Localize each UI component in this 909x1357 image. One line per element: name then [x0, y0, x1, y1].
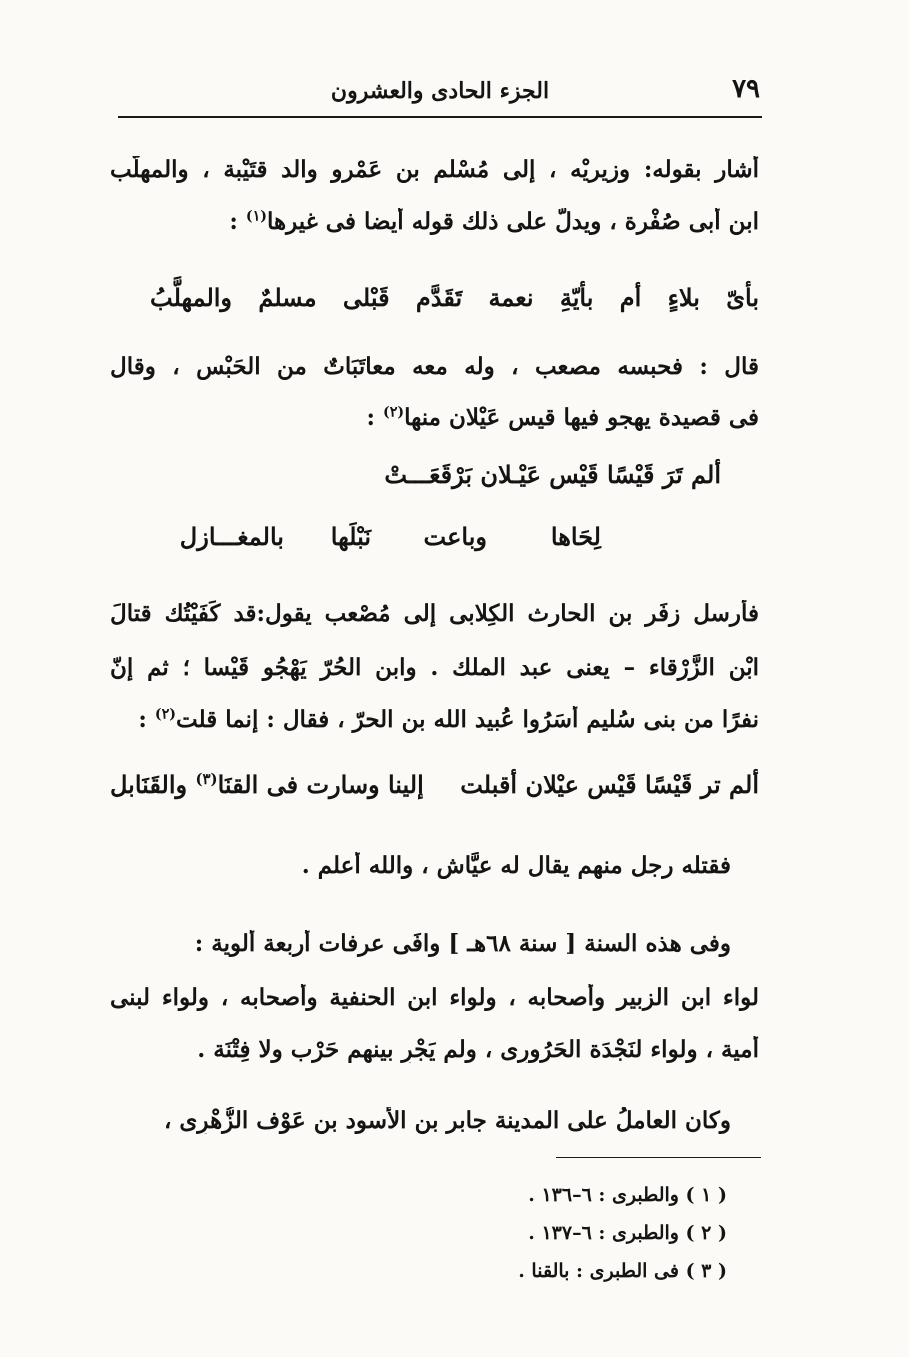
- verse-word: لِحَاها: [550, 522, 601, 551]
- verse-word: بالمغـــازل: [179, 522, 284, 551]
- text-line: ابْن الزَّرْقاء – يعنى عبد الملك . وابن الحُرّ يَهْجُو قَيْسا ؛ ثم إنّ: [110, 654, 759, 681]
- footnote-ref: (٢): [154, 706, 177, 723]
- text-line: فأرسل زفَر بن الحارث الكِلابى إلى مُصْعب يقول:قد كَفَيْتُك قتالَ: [110, 600, 759, 627]
- text-line: لواء ابن الزبير وأصحابه ، ولواء ابن الحنفية وأصحابه ، ولواء لبنى: [110, 984, 759, 1011]
- text-line: ابن أبى صُفْرة ، ويدلّ على ذلك قوله أيضا فى غيرها$^{(١)}$ :: [229, 208, 759, 235]
- text-line: فقتله رجل منهم يقال له عيَّاش ، والله أعلم .: [301, 852, 731, 879]
- footnote: ( ٣ ) فى الطبرى : بالقنا .: [518, 1260, 727, 1282]
- text-line: أشار بقوله: وزيريْه ، إلى مُسْلم بن عَمْرو والد قتَيْبة ، والمهلَّب: [110, 156, 759, 183]
- footnote-ref: (٣): [195, 770, 218, 788]
- text-line: أمية ، ولواء لنَجْدَة الحَرُورِى ، ولم يَجْرِ بينهم حَرْب ولا فِتْنَة .: [197, 1036, 759, 1063]
- verse-hemistich: ألم تر قَيْسًا قَيْس عيْلان أقبلت: [460, 770, 759, 799]
- verse-line: بأىّ بلاءٍ أم بأيّةِ نعمة تَقَدَّم قَبْلى مسلمٌ والمهلَّبُ: [150, 283, 759, 312]
- verse-word: وباعت: [423, 522, 487, 551]
- footnote-rule: [556, 1157, 761, 1158]
- text-line: وكان العاملُ على المدينة جابر بن الأسود بن عَوْف الزُّهْرِى ،: [163, 1107, 731, 1134]
- text-line: قال : فحبسه مصعب ، وله معه معاتَبَاتٌ من الحَبْس ، وقال: [110, 353, 759, 380]
- running-title: الجزء الحادى والعشرون: [330, 78, 550, 104]
- page-number: ٧٩: [732, 74, 760, 104]
- running-header: [118, 66, 762, 118]
- text-line: وفى هذه السنة [ سنة ٦٨هـ ] وافَى عرفات أربعة ألوية :: [194, 930, 731, 957]
- footnote-ref: (١): [245, 208, 267, 225]
- footnote-ref: (٢): [382, 404, 405, 421]
- footnote: ( ٢ ) والطبرى : ٦–١٣٧ .: [528, 1222, 727, 1244]
- text-line: نفرًا من بنى سُليم أسَرُوا عُبيد الله بن الحرّ ، فقال : إنما قلت$^{(٢)}$ :: [138, 706, 759, 733]
- verse-hemistich: ألم تَرَ قَيْسًا قَيْس عَيْـلان بَرْقَعَـــتْ: [384, 460, 721, 489]
- verse-word: نَبْلَها: [330, 522, 371, 551]
- footnote: ( ١ ) والطبرى : ٦–١٣٦ .: [528, 1184, 727, 1206]
- verse-hemistich: إلينا وسارت فى القنَا$^{(٣)}$ والقَنَابل: [110, 770, 424, 799]
- text-line: فى قصيدة يهجو فيها قيس عَيْلان منها$^{(٢)}$ :: [366, 404, 759, 431]
